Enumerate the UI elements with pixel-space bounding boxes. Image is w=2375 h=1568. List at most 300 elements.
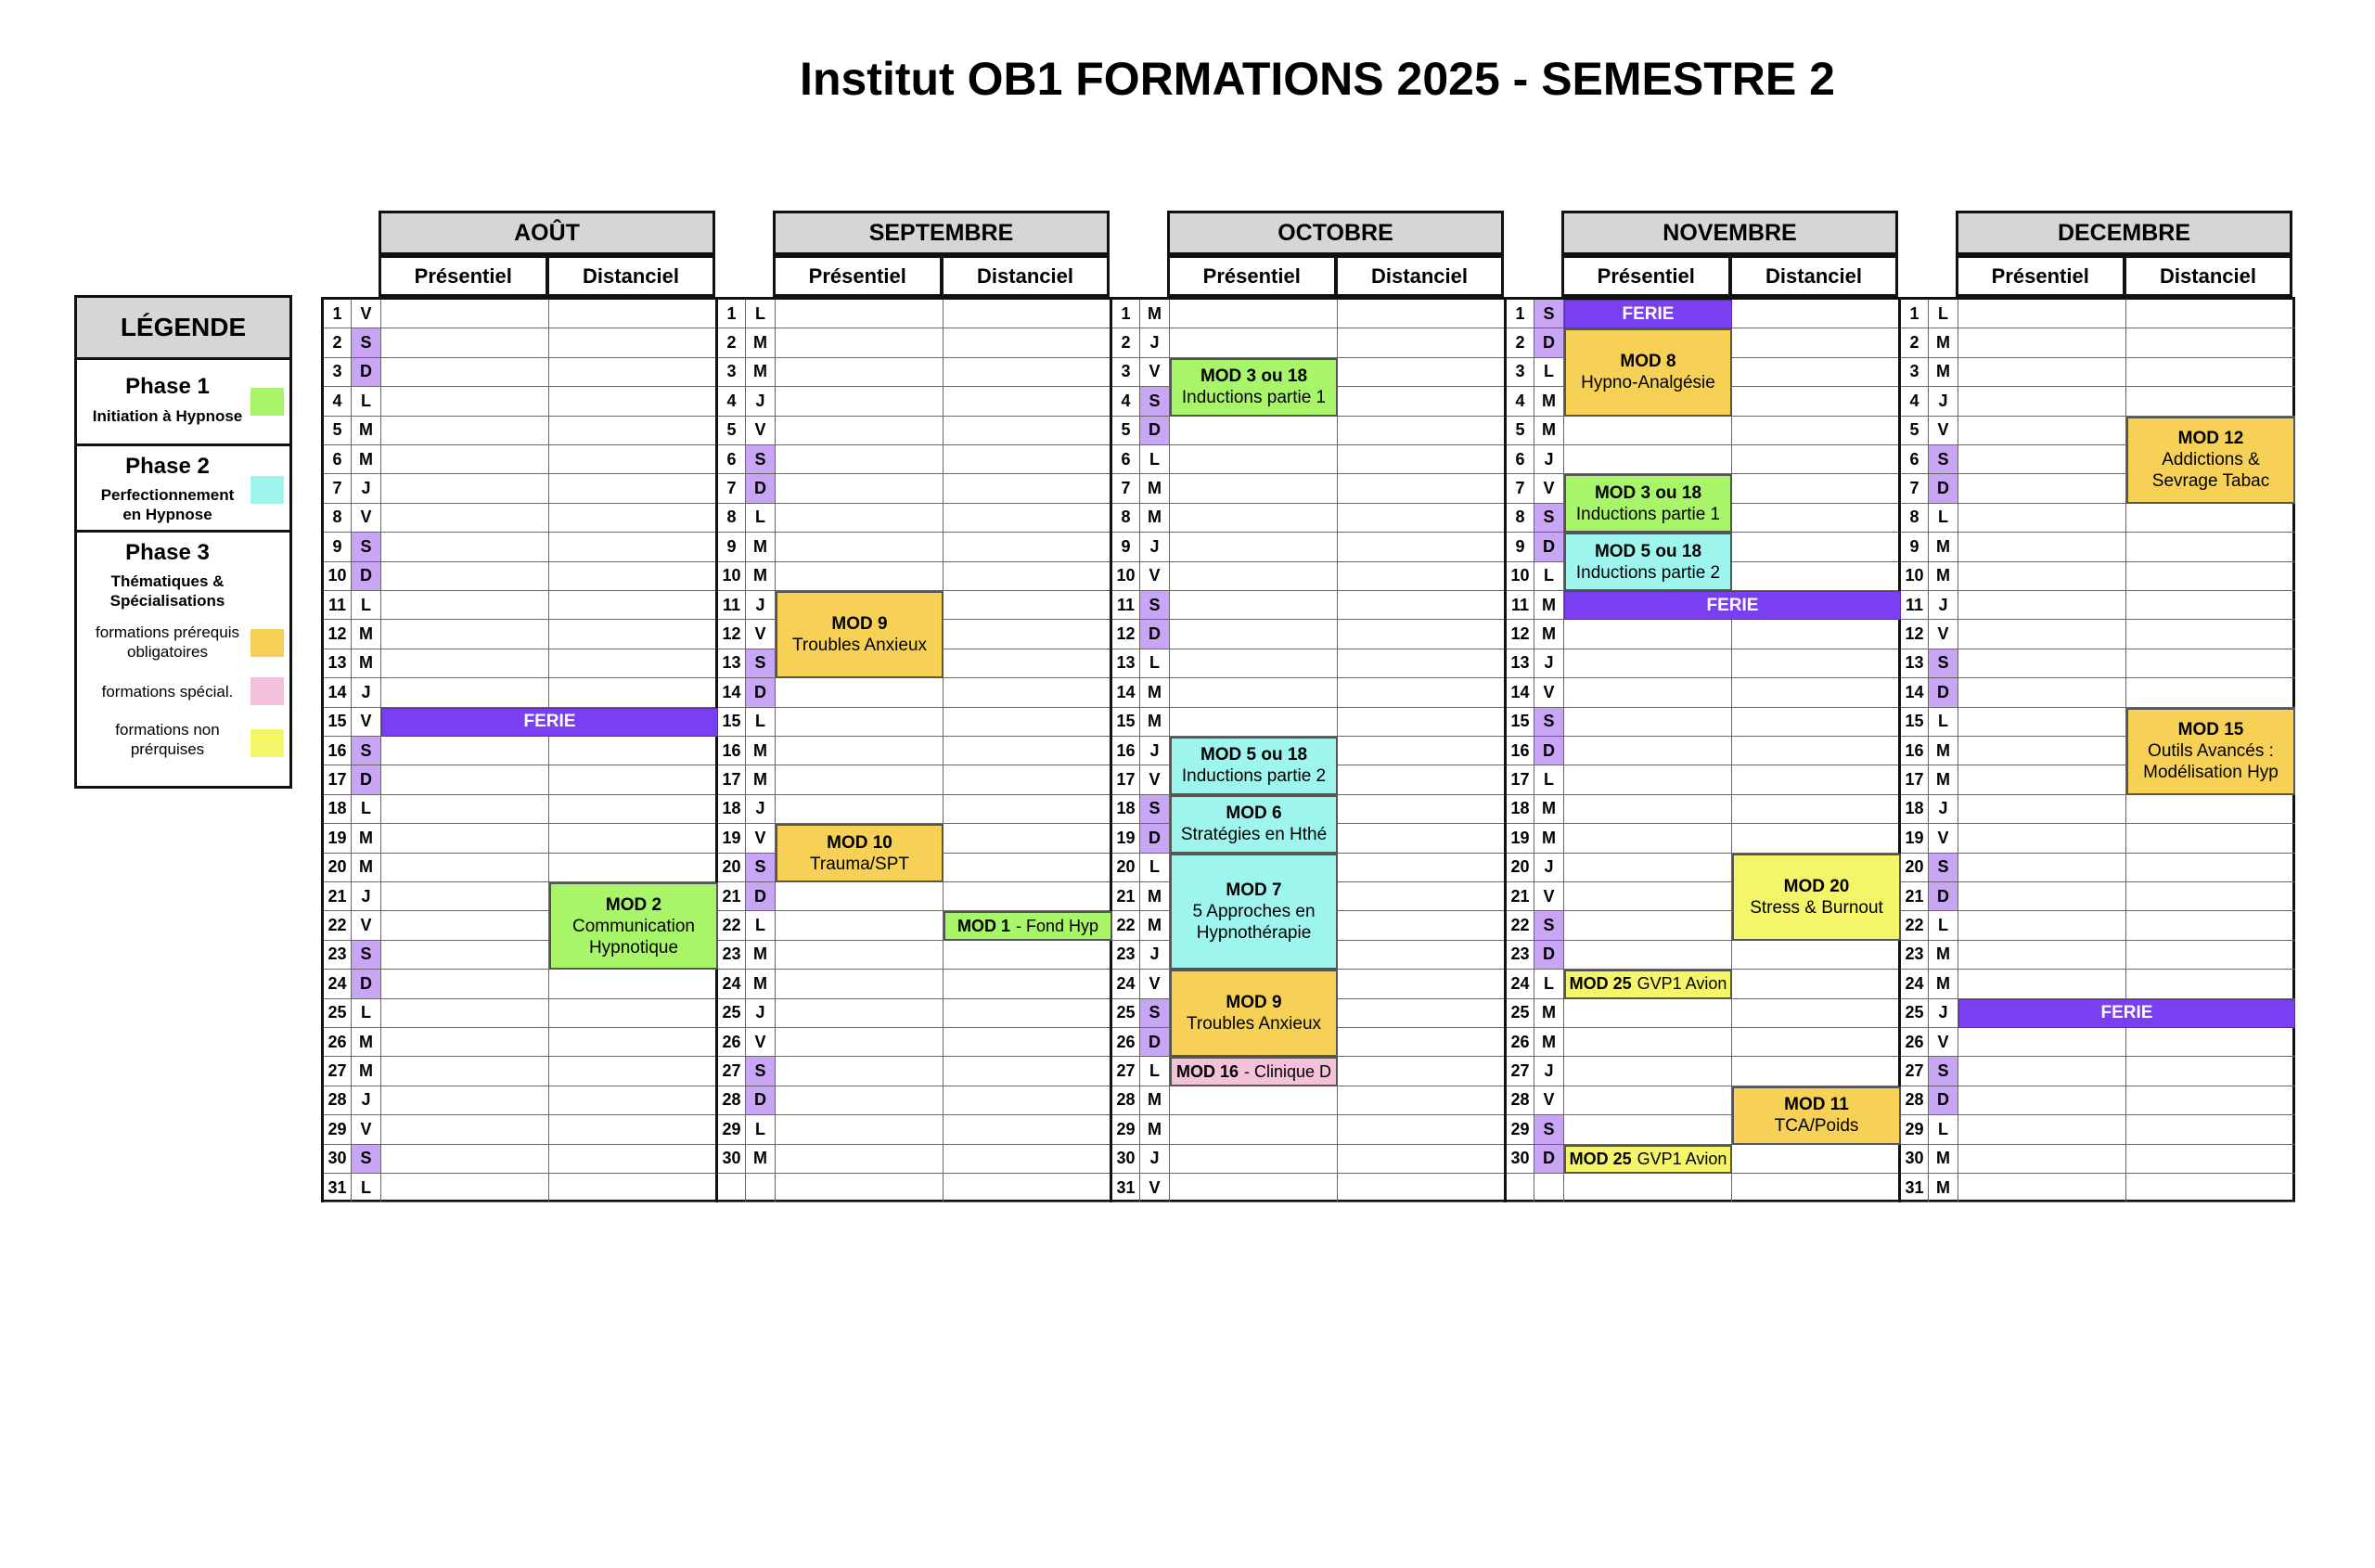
- presentiel-cell[interactable]: [381, 882, 549, 911]
- distanciel-cell[interactable]: [2126, 854, 2295, 882]
- day-letter: J: [1534, 854, 1564, 882]
- distanciel-cell[interactable]: [1732, 387, 1901, 416]
- presentiel-cell[interactable]: [1958, 533, 2126, 561]
- presentiel-cell[interactable]: [381, 678, 549, 707]
- distanciel-cell[interactable]: [2126, 1057, 2295, 1086]
- distanciel-cell[interactable]: [1338, 591, 1507, 620]
- distanciel-cell[interactable]: [944, 999, 1112, 1028]
- presentiel-cell[interactable]: [1958, 1028, 2126, 1057]
- day-letter: L: [1534, 765, 1564, 794]
- distanciel-cell[interactable]: [1338, 562, 1507, 591]
- presentiel-cell[interactable]: [776, 737, 944, 765]
- distanciel-cell[interactable]: [1338, 678, 1507, 707]
- distanciel-cell[interactable]: [549, 417, 718, 445]
- day-number: 24: [324, 970, 352, 998]
- distanciel-cell[interactable]: [944, 1145, 1112, 1174]
- distanciel-cell[interactable]: [1338, 854, 1507, 882]
- distanciel-cell[interactable]: [1338, 708, 1507, 737]
- distanciel-cell[interactable]: [2126, 1028, 2295, 1057]
- distanciel-cell[interactable]: [1338, 1145, 1507, 1174]
- distanciel-cell[interactable]: [549, 1057, 718, 1086]
- presentiel-cell[interactable]: [1958, 1174, 2126, 1202]
- distanciel-cell[interactable]: [549, 504, 718, 533]
- distanciel-cell[interactable]: [1732, 941, 1901, 970]
- distanciel-cell[interactable]: [944, 387, 1112, 416]
- presentiel-cell[interactable]: [381, 854, 549, 882]
- distanciel-cell[interactable]: [944, 591, 1112, 620]
- day-letter: V: [1534, 678, 1564, 707]
- distanciel-cell[interactable]: [944, 882, 1112, 911]
- presentiel-cell[interactable]: [1958, 1086, 2126, 1115]
- module-block[interactable]: [1170, 970, 1338, 1057]
- distanciel-cell[interactable]: [944, 1115, 1112, 1144]
- distanciel-cell[interactable]: [1732, 649, 1901, 678]
- distanciel-cell[interactable]: [1732, 708, 1901, 737]
- distanciel-cell[interactable]: [2126, 941, 2295, 970]
- distanciel-cell[interactable]: [2126, 678, 2295, 707]
- presentiel-cell[interactable]: [776, 1115, 944, 1144]
- presentiel-cell[interactable]: [381, 620, 549, 649]
- distanciel-cell[interactable]: [944, 795, 1112, 824]
- presentiel-cell[interactable]: [1958, 678, 2126, 707]
- presentiel-cell[interactable]: [1170, 504, 1338, 533]
- module-block[interactable]: [1170, 854, 1338, 970]
- presentiel-cell[interactable]: [776, 1174, 944, 1202]
- presentiel-cell[interactable]: [776, 562, 944, 591]
- distanciel-cell[interactable]: [1338, 533, 1507, 561]
- legend-phase2-swatch: [250, 476, 284, 504]
- distanciel-cell[interactable]: [2126, 504, 2295, 533]
- presentiel-cell[interactable]: [1170, 417, 1338, 445]
- presentiel-cell[interactable]: [1564, 911, 1732, 940]
- distanciel-cell[interactable]: [1732, 417, 1901, 445]
- distanciel-cell[interactable]: [549, 765, 718, 794]
- presentiel-cell[interactable]: [1958, 882, 2126, 911]
- presentiel-cell[interactable]: [776, 882, 944, 911]
- module-block[interactable]: [1170, 1057, 1338, 1086]
- distanciel-cell[interactable]: [2126, 911, 2295, 940]
- presentiel-cell[interactable]: [776, 1057, 944, 1086]
- distanciel-cell[interactable]: [2126, 970, 2295, 998]
- distanciel-cell[interactable]: [2126, 882, 2295, 911]
- distanciel-cell[interactable]: [549, 824, 718, 853]
- day-number: 25: [1901, 999, 1929, 1028]
- presentiel-cell[interactable]: [776, 387, 944, 416]
- distanciel-cell[interactable]: [1732, 474, 1901, 503]
- distanciel-cell[interactable]: [1732, 1057, 1901, 1086]
- distanciel-cell[interactable]: [1338, 765, 1507, 794]
- presentiel-cell[interactable]: [381, 1057, 549, 1086]
- distanciel-cell[interactable]: [944, 328, 1112, 357]
- presentiel-cell[interactable]: [1958, 562, 2126, 591]
- distanciel-cell[interactable]: [549, 562, 718, 591]
- presentiel-cell[interactable]: [381, 474, 549, 503]
- module-block[interactable]: [776, 591, 944, 678]
- distanciel-cell[interactable]: [549, 358, 718, 387]
- distanciel-cell[interactable]: [1338, 417, 1507, 445]
- distanciel-cell[interactable]: [2126, 328, 2295, 357]
- presentiel-cell[interactable]: [381, 562, 549, 591]
- presentiel-cell[interactable]: [1958, 474, 2126, 503]
- presentiel-cell[interactable]: [381, 328, 549, 357]
- module-block[interactable]: [1732, 854, 1901, 941]
- distanciel-cell[interactable]: [944, 620, 1112, 649]
- presentiel-cell[interactable]: [1958, 824, 2126, 853]
- day-number: 15: [1507, 708, 1534, 737]
- distanciel-cell[interactable]: [2126, 1086, 2295, 1115]
- distanciel-cell[interactable]: [1732, 300, 1901, 328]
- presentiel-cell[interactable]: [381, 358, 549, 387]
- distanciel-cell[interactable]: [1338, 474, 1507, 503]
- presentiel-cell[interactable]: [1958, 795, 2126, 824]
- distanciel-cell[interactable]: [944, 854, 1112, 882]
- distanciel-cell[interactable]: [549, 591, 718, 620]
- day-letter: M: [1534, 999, 1564, 1028]
- presentiel-cell[interactable]: [381, 445, 549, 474]
- presentiel-cell[interactable]: [1958, 387, 2126, 416]
- distanciel-cell[interactable]: [1338, 1086, 1507, 1115]
- day-letter: D: [1534, 941, 1564, 970]
- distanciel-cell[interactable]: [549, 1115, 718, 1144]
- presentiel-cell[interactable]: [1170, 1115, 1338, 1144]
- presentiel-cell[interactable]: [381, 649, 549, 678]
- distanciel-cell[interactable]: [1732, 678, 1901, 707]
- distanciel-cell[interactable]: [549, 795, 718, 824]
- presentiel-cell[interactable]: [776, 795, 944, 824]
- presentiel-cell[interactable]: [1564, 1115, 1732, 1144]
- presentiel-cell[interactable]: [776, 765, 944, 794]
- presentiel-cell[interactable]: [381, 1145, 549, 1174]
- distanciel-cell[interactable]: [1338, 941, 1507, 970]
- module-block[interactable]: [1564, 533, 1732, 591]
- module-block[interactable]: [1564, 474, 1732, 533]
- distanciel-cell[interactable]: [944, 445, 1112, 474]
- distanciel-cell[interactable]: [2126, 358, 2295, 387]
- presentiel-cell[interactable]: [1170, 474, 1338, 503]
- distanciel-cell[interactable]: [1732, 504, 1901, 533]
- presentiel-cell[interactable]: [381, 911, 549, 940]
- presentiel-cell[interactable]: [381, 824, 549, 853]
- presentiel-cell[interactable]: [1170, 562, 1338, 591]
- presentiel-cell[interactable]: [1958, 358, 2126, 387]
- presentiel-cell[interactable]: [1958, 765, 2126, 794]
- distanciel-cell[interactable]: [1338, 1028, 1507, 1057]
- distanciel-cell[interactable]: [2126, 562, 2295, 591]
- presentiel-cell[interactable]: [1958, 445, 2126, 474]
- distanciel-cell[interactable]: [2126, 533, 2295, 561]
- distanciel-cell[interactable]: [549, 1174, 718, 1202]
- presentiel-cell[interactable]: [381, 533, 549, 561]
- presentiel-cell[interactable]: [776, 708, 944, 737]
- presentiel-cell[interactable]: [1564, 417, 1732, 445]
- distanciel-cell[interactable]: [1338, 911, 1507, 940]
- module-block[interactable]: [1732, 1086, 1901, 1145]
- distanciel-cell[interactable]: [944, 970, 1112, 998]
- distanciel-cell[interactable]: [1732, 795, 1901, 824]
- distanciel-cell[interactable]: [549, 328, 718, 357]
- distanciel-cell[interactable]: [1732, 824, 1901, 853]
- presentiel-cell[interactable]: [1170, 649, 1338, 678]
- presentiel-cell[interactable]: [381, 300, 549, 328]
- distanciel-cell[interactable]: [1338, 445, 1507, 474]
- distanciel-cell[interactable]: [549, 387, 718, 416]
- module-block[interactable]: [549, 882, 718, 970]
- distanciel-cell[interactable]: [1338, 1174, 1507, 1202]
- presentiel-cell[interactable]: [776, 300, 944, 328]
- distanciel-cell[interactable]: [1338, 504, 1507, 533]
- distanciel-cell[interactable]: [944, 300, 1112, 328]
- distanciel-cell[interactable]: [944, 737, 1112, 765]
- distanciel-cell[interactable]: [2126, 387, 2295, 416]
- presentiel-cell[interactable]: [1170, 1145, 1338, 1174]
- presentiel-cell[interactable]: [1958, 1145, 2126, 1174]
- distanciel-cell[interactable]: [1338, 649, 1507, 678]
- distanciel-cell[interactable]: [2126, 649, 2295, 678]
- distanciel-cell[interactable]: [1338, 620, 1507, 649]
- distanciel-cell[interactable]: [944, 358, 1112, 387]
- distanciel-cell[interactable]: [1338, 1057, 1507, 1086]
- distanciel-cell[interactable]: [944, 1028, 1112, 1057]
- presentiel-cell[interactable]: [776, 533, 944, 561]
- presentiel-cell[interactable]: [1170, 678, 1338, 707]
- presentiel-cell[interactable]: [381, 504, 549, 533]
- presentiel-cell[interactable]: [1958, 649, 2126, 678]
- presentiel-cell[interactable]: [776, 1145, 944, 1174]
- distanciel-cell[interactable]: [944, 678, 1112, 707]
- presentiel-cell[interactable]: [1958, 620, 2126, 649]
- distanciel-cell[interactable]: [944, 1057, 1112, 1086]
- distanciel-cell[interactable]: [549, 970, 718, 998]
- presentiel-cell[interactable]: [381, 970, 549, 998]
- distanciel-cell[interactable]: [549, 854, 718, 882]
- distanciel-cell[interactable]: [549, 1028, 718, 1057]
- month-grid-aout: [321, 297, 718, 1202]
- presentiel-cell[interactable]: [1564, 708, 1732, 737]
- presentiel-cell[interactable]: [1170, 1086, 1338, 1115]
- module-block[interactable]: [1170, 358, 1338, 417]
- distanciel-cell[interactable]: [944, 533, 1112, 561]
- presentiel-cell[interactable]: [1170, 620, 1338, 649]
- presentiel-cell[interactable]: [1564, 620, 1732, 649]
- distanciel-cell[interactable]: [1338, 328, 1507, 357]
- distanciel-cell[interactable]: [549, 649, 718, 678]
- presentiel-cell[interactable]: [776, 911, 944, 940]
- presentiel-cell[interactable]: [1958, 300, 2126, 328]
- distanciel-cell[interactable]: [1732, 1028, 1901, 1057]
- distanciel-cell[interactable]: [1732, 328, 1901, 357]
- distanciel-cell[interactable]: [1338, 882, 1507, 911]
- presentiel-cell[interactable]: [1564, 824, 1732, 853]
- distanciel-cell[interactable]: [944, 474, 1112, 503]
- distanciel-cell[interactable]: [944, 765, 1112, 794]
- presentiel-cell[interactable]: [1564, 1086, 1732, 1115]
- module-block[interactable]: [2126, 417, 2295, 504]
- distanciel-cell[interactable]: [1338, 387, 1507, 416]
- day-letter: D: [1140, 824, 1170, 853]
- presentiel-cell[interactable]: [1958, 941, 2126, 970]
- presentiel-cell[interactable]: [1958, 708, 2126, 737]
- distanciel-cell[interactable]: [549, 445, 718, 474]
- distanciel-cell[interactable]: [2126, 795, 2295, 824]
- presentiel-cell[interactable]: [381, 1086, 549, 1115]
- distanciel-cell[interactable]: [944, 1174, 1112, 1202]
- module-title: Sevrage Tabac: [2151, 471, 2270, 492]
- distanciel-cell[interactable]: [1338, 300, 1507, 328]
- distanciel-cell[interactable]: [549, 1086, 718, 1115]
- presentiel-cell[interactable]: [1958, 737, 2126, 765]
- presentiel-cell[interactable]: [776, 1086, 944, 1115]
- presentiel-cell[interactable]: [1564, 1028, 1732, 1057]
- presentiel-cell[interactable]: [1958, 1057, 2126, 1086]
- distanciel-cell[interactable]: [1732, 970, 1901, 998]
- distanciel-cell[interactable]: [1338, 1115, 1507, 1144]
- module-block[interactable]: [1564, 1145, 1732, 1174]
- distanciel-cell[interactable]: [944, 562, 1112, 591]
- presentiel-cell[interactable]: [1564, 854, 1732, 882]
- presentiel-cell[interactable]: [381, 417, 549, 445]
- day-letter: S: [1140, 591, 1170, 620]
- presentiel-cell[interactable]: [381, 737, 549, 765]
- presentiel-cell[interactable]: [1564, 941, 1732, 970]
- presentiel-cell[interactable]: [381, 1028, 549, 1057]
- distanciel-cell[interactable]: [2126, 1145, 2295, 1174]
- distanciel-cell[interactable]: [944, 1086, 1112, 1115]
- distanciel-cell[interactable]: [549, 678, 718, 707]
- distanciel-cell[interactable]: [2126, 1115, 2295, 1144]
- distanciel-cell[interactable]: [944, 941, 1112, 970]
- presentiel-cell[interactable]: [381, 941, 549, 970]
- distanciel-cell[interactable]: [944, 417, 1112, 445]
- presentiel-cell[interactable]: [1958, 328, 2126, 357]
- presentiel-cell[interactable]: [776, 941, 944, 970]
- day-letter: J: [746, 591, 776, 620]
- distanciel-cell[interactable]: [1732, 1145, 1901, 1174]
- presentiel-cell[interactable]: [776, 504, 944, 533]
- day-number: 11: [718, 591, 746, 620]
- presentiel-cell[interactable]: [776, 445, 944, 474]
- presentiel-cell[interactable]: [1564, 678, 1732, 707]
- presentiel-cell[interactable]: [1564, 999, 1732, 1028]
- distanciel-cell[interactable]: [1338, 824, 1507, 853]
- distanciel-cell[interactable]: [2126, 591, 2295, 620]
- presentiel-cell[interactable]: [1958, 854, 2126, 882]
- distanciel-cell[interactable]: [549, 1145, 718, 1174]
- presentiel-cell[interactable]: [776, 417, 944, 445]
- presentiel-cell[interactable]: [1564, 1174, 1732, 1202]
- presentiel-cell[interactable]: [1170, 445, 1338, 474]
- distanciel-cell[interactable]: [549, 474, 718, 503]
- day-number: 22: [1901, 911, 1929, 940]
- presentiel-cell[interactable]: [1170, 708, 1338, 737]
- presentiel-cell[interactable]: [1170, 1174, 1338, 1202]
- presentiel-cell[interactable]: [776, 678, 944, 707]
- distanciel-cell[interactable]: [1732, 765, 1901, 794]
- presentiel-cell[interactable]: [1170, 591, 1338, 620]
- distanciel-cell[interactable]: [1732, 999, 1901, 1028]
- distanciel-cell[interactable]: [549, 620, 718, 649]
- day-number: 5: [1901, 417, 1929, 445]
- presentiel-cell[interactable]: [776, 1028, 944, 1057]
- distanciel-cell[interactable]: [1338, 999, 1507, 1028]
- presentiel-cell[interactable]: [381, 795, 549, 824]
- presentiel-cell[interactable]: [776, 358, 944, 387]
- day-letter: V: [746, 824, 776, 853]
- presentiel-cell[interactable]: [1564, 765, 1732, 794]
- presentiel-cell[interactable]: [1564, 445, 1732, 474]
- presentiel-cell[interactable]: [381, 591, 549, 620]
- presentiel-cell[interactable]: [1170, 328, 1338, 357]
- distanciel-cell[interactable]: [1338, 795, 1507, 824]
- presentiel-cell[interactable]: [1564, 737, 1732, 765]
- presentiel-cell[interactable]: [381, 765, 549, 794]
- distanciel-cell[interactable]: [1732, 445, 1901, 474]
- distanciel-cell[interactable]: [549, 999, 718, 1028]
- presentiel-cell[interactable]: [381, 1115, 549, 1144]
- presentiel-cell[interactable]: [1170, 533, 1338, 561]
- presentiel-cell[interactable]: [1564, 882, 1732, 911]
- distanciel-cell[interactable]: [2126, 1174, 2295, 1202]
- day-number: 11: [1112, 591, 1140, 620]
- presentiel-cell[interactable]: [776, 328, 944, 357]
- module-block[interactable]: [2126, 708, 2295, 795]
- module-block[interactable]: [1564, 328, 1732, 416]
- presentiel-cell[interactable]: [381, 387, 549, 416]
- presentiel-cell[interactable]: [381, 999, 549, 1028]
- module-block[interactable]: [776, 824, 944, 882]
- presentiel-cell[interactable]: [1958, 911, 2126, 940]
- module-block[interactable]: [944, 911, 1112, 940]
- distanciel-cell[interactable]: [944, 824, 1112, 853]
- distanciel-cell[interactable]: [1338, 358, 1507, 387]
- presentiel-cell[interactable]: [1564, 649, 1732, 678]
- distanciel-cell[interactable]: [549, 533, 718, 561]
- module-block[interactable]: [1564, 970, 1732, 998]
- distanciel-cell[interactable]: [1732, 533, 1901, 561]
- day-letter: L: [352, 999, 381, 1028]
- distanciel-cell[interactable]: [1732, 358, 1901, 387]
- presentiel-cell[interactable]: [776, 474, 944, 503]
- presentiel-cell[interactable]: [381, 1174, 549, 1202]
- distanciel-cell[interactable]: [2126, 620, 2295, 649]
- distanciel-cell[interactable]: [1338, 970, 1507, 998]
- distanciel-cell[interactable]: [1732, 562, 1901, 591]
- presentiel-cell[interactable]: [1564, 1057, 1732, 1086]
- presentiel-cell[interactable]: [776, 999, 944, 1028]
- distanciel-cell[interactable]: [549, 300, 718, 328]
- distanciel-cell[interactable]: [1732, 737, 1901, 765]
- presentiel-cell[interactable]: [1958, 1115, 2126, 1144]
- module-block[interactable]: [1170, 737, 1338, 795]
- distanciel-cell[interactable]: [1732, 1174, 1901, 1202]
- distanciel-cell[interactable]: [944, 708, 1112, 737]
- presentiel-cell[interactable]: [1958, 417, 2126, 445]
- distanciel-cell[interactable]: [944, 504, 1112, 533]
- presentiel-cell[interactable]: [776, 970, 944, 998]
- presentiel-cell[interactable]: [1958, 970, 2126, 998]
- presentiel-cell[interactable]: [1958, 504, 2126, 533]
- distanciel-cell[interactable]: [1338, 737, 1507, 765]
- distanciel-cell[interactable]: [1732, 620, 1901, 649]
- presentiel-cell[interactable]: [1958, 591, 2126, 620]
- presentiel-cell[interactable]: [1170, 300, 1338, 328]
- module-block[interactable]: [1170, 795, 1338, 854]
- distanciel-cell[interactable]: [2126, 300, 2295, 328]
- presentiel-cell[interactable]: [1564, 795, 1732, 824]
- distanciel-cell[interactable]: [944, 649, 1112, 678]
- distanciel-header: Distanciel: [546, 255, 715, 297]
- distanciel-cell[interactable]: [549, 737, 718, 765]
- distanciel-cell[interactable]: [2126, 824, 2295, 853]
